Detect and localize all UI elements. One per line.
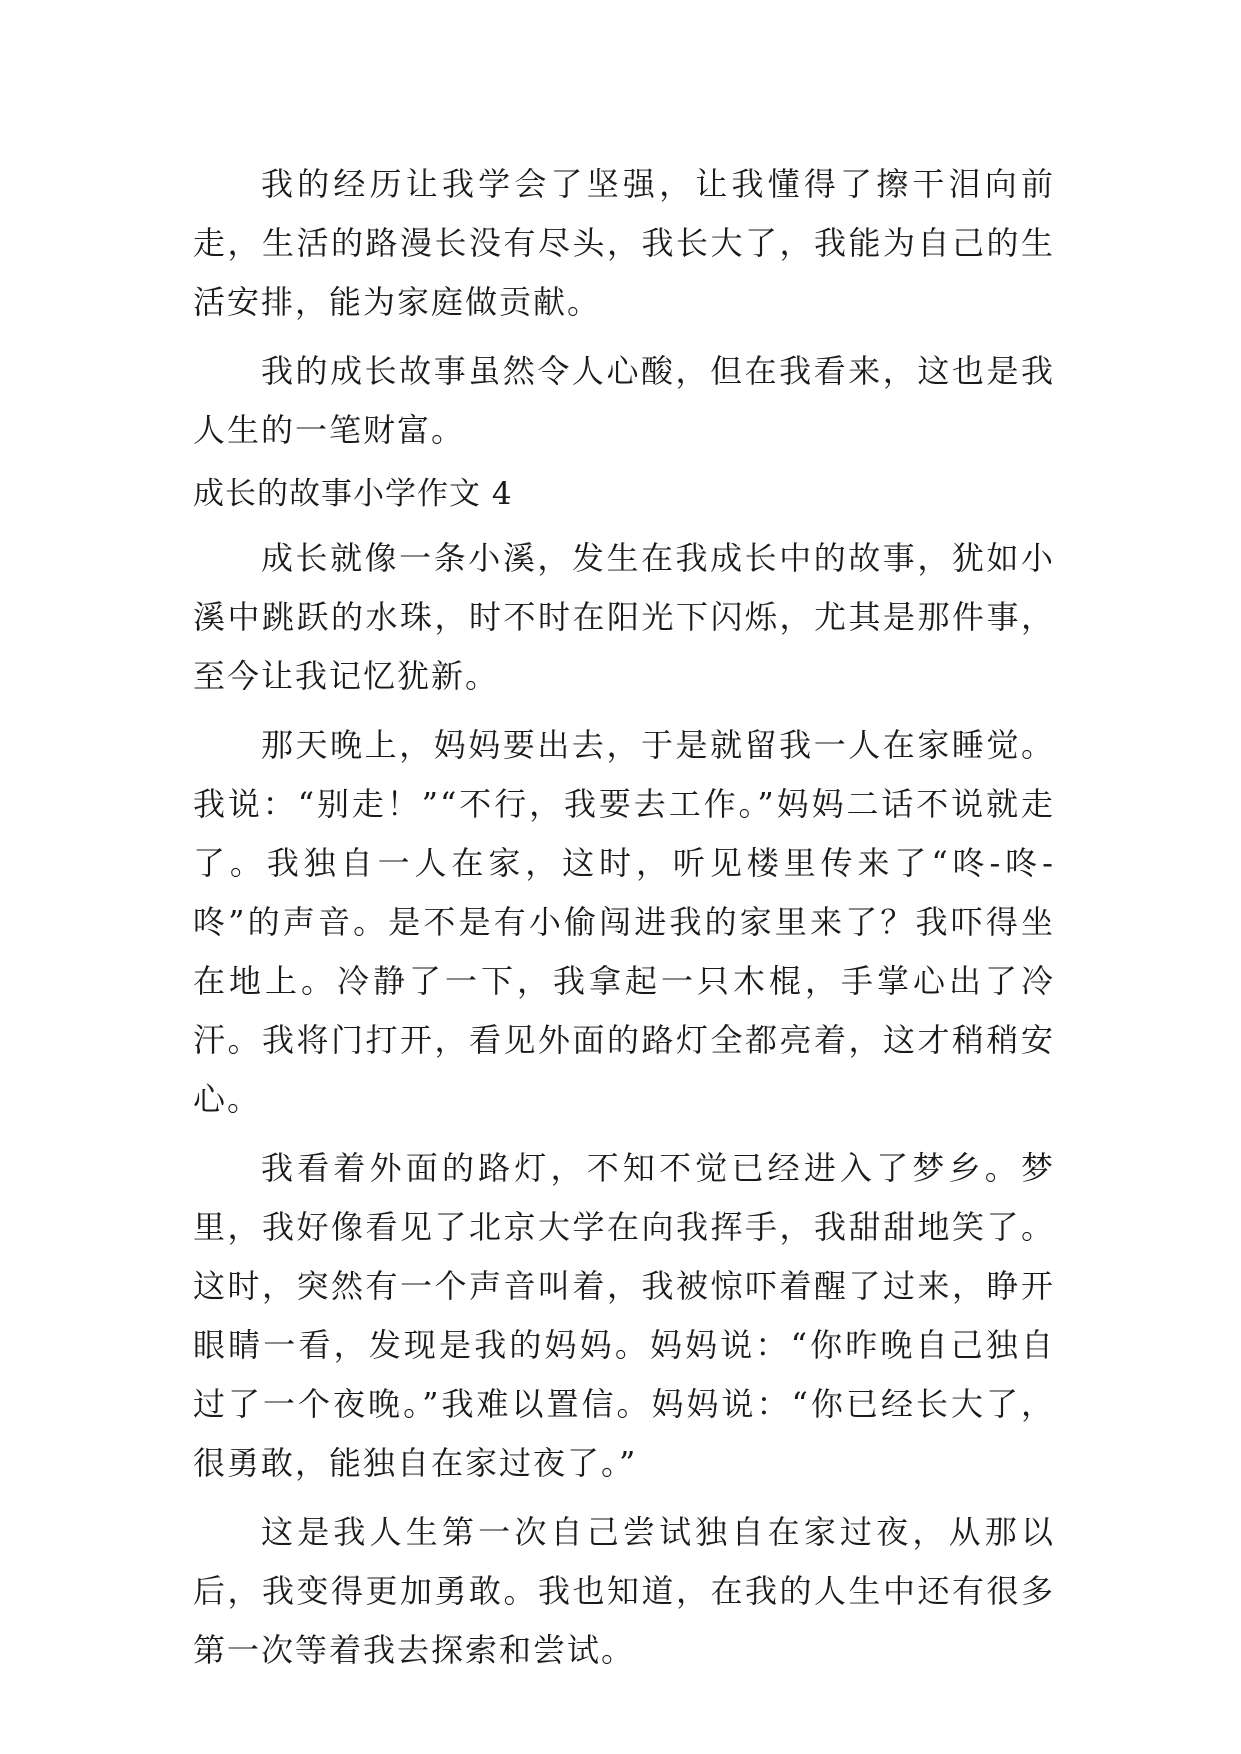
paragraph: 我看着外面的路灯，不知不觉已经进入了梦乡。梦里，我好像看见了北京大学在向我挥手，我甜甜地笑了。这时，突然有一个声音叫着，我被惊吓着醒了过来，睁开眼睛一看，发现是我的妈妈。妈妈说：“你昨晚自己独自过了一个夜晚。”我难以置信。妈妈说：“你已经长大了，很勇敢，能独自在家过夜了。” [193, 1149, 1055, 1482]
paragraph: 这是我人生第一次自己尝试独自在家过夜，从那以后，我变得更加勇敢。我也知道，在我的人生中还有很多第一次等着我去探索和尝试。 [193, 1513, 1055, 1669]
paragraph: 我的经历让我学会了坚强，让我懂得了擦干泪向前走，生活的路漫长没有尽头，我长大了，我能为自己的生活安排，能为家庭做贡献。 [193, 165, 1055, 321]
document-page [193, 155, 1055, 1680]
paragraph: 成长就像一条小溪，发生在我成长中的故事，犹如小溪中跳跃的水珠，时不时在阳光下闪烁，尤其是那件事，至今让我记忆犹新。 [193, 539, 1055, 695]
paragraph: 那天晚上，妈妈要出去，于是就留我一人在家睡觉。我说：“别走！”“不行，我要去工作。”妈妈二话不说就走了。我独自一人在家，这时，听见楼里传来了“咚-咚-咚”的声音。是不是有小偷闯进我的家里来了？我吓得坐在地上。冷静了一下，我拿起一只木棍，手掌心出了冷汗。我将门打开，看见外面的路灯全都亮着，这才稍稍安心。 [193, 726, 1055, 1118]
paragraph: 我的成长故事虽然令人心酸，但在我看来，这也是我人生的一笔财富。 [193, 352, 1055, 449]
section-heading: 成长的故事小学作文 4 [193, 476, 513, 512]
